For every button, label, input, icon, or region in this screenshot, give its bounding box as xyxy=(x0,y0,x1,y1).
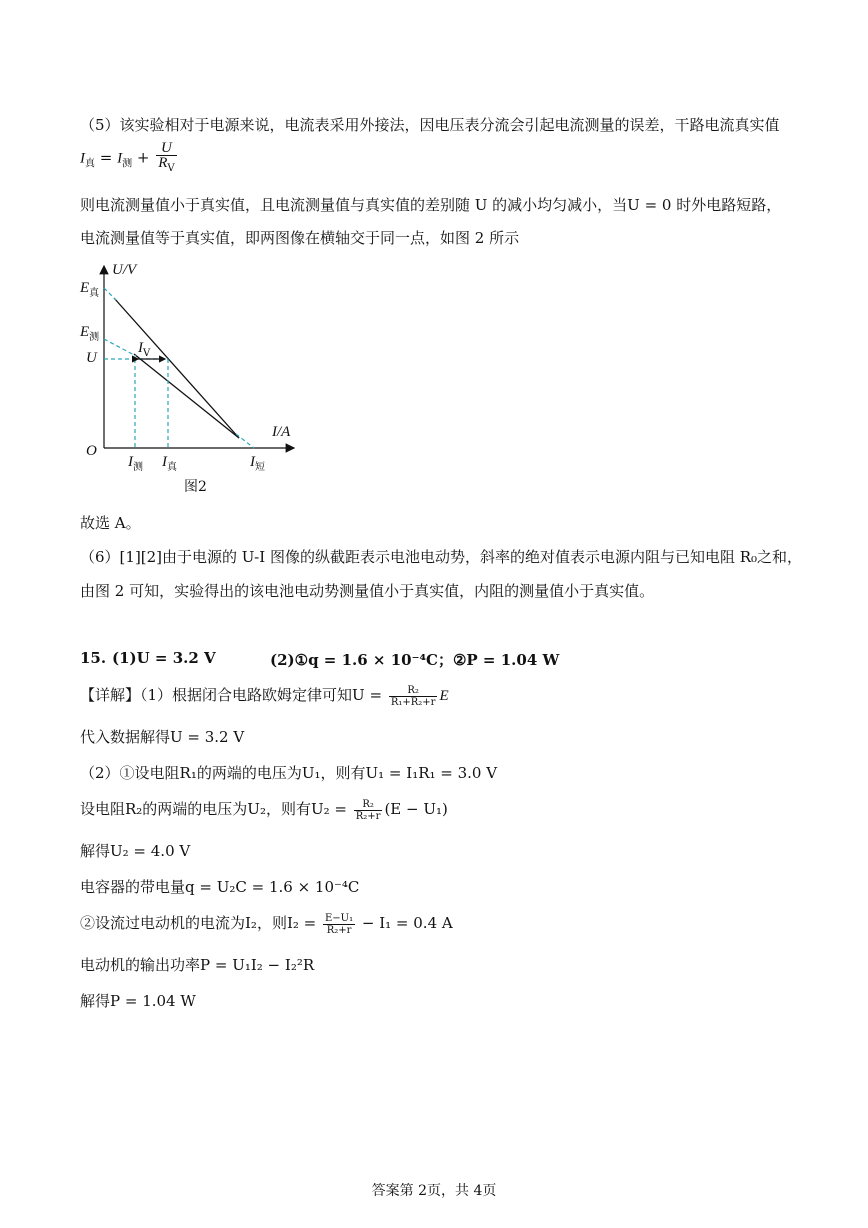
q15-step-3: （2）①设电阻R₁的两端的电压为U₁，则有U₁ = I₁R₁ = 3.0 V xyxy=(80,764,498,782)
p5-formula xyxy=(80,142,179,175)
p5-line4: 电流测量值等于真实值，即两图像在横轴交于同一点，如图 2 所示 xyxy=(80,229,520,247)
fig-y-label: U/V xyxy=(112,262,137,278)
intercept-ext xyxy=(236,434,254,448)
step7-den: R₂+r xyxy=(326,924,352,936)
fig-i-meas xyxy=(128,452,143,473)
q15-answer-1: (1)U = 3.2 V xyxy=(112,649,216,667)
step4-tail: (E − U₁) xyxy=(384,800,448,818)
fig-i-short-sub: 短 xyxy=(255,462,265,473)
p5-line1: （5）该实验相对于电源来说，电流表采用外接法，因电压表分流会引起电流测量的误差，干路电流真实值 xyxy=(80,116,780,134)
step1-fraction xyxy=(389,685,438,708)
formula-i: I xyxy=(117,150,123,167)
step7-text: ②设流过电动机的电流为I₂，则I₂ = xyxy=(80,914,321,932)
q15-step-7 xyxy=(80,912,453,936)
detail-label: 【详解】 xyxy=(80,686,141,704)
fig-i-meas-letter: I xyxy=(128,454,133,470)
formula-plus: + xyxy=(132,148,155,167)
step7-tail: − I₁ = 0.4 A xyxy=(357,914,453,932)
fig-iv-sub: V xyxy=(143,348,151,359)
p6-line2: 由图 2 可知，实验得出的该电池电动势测量值小于真实值，内阻的测量值小于真实值。 xyxy=(80,582,655,600)
q15-step-4 xyxy=(80,798,448,822)
step7-num: E−U₁ xyxy=(324,912,354,924)
formula-den-sub: V xyxy=(167,163,175,174)
fig-i-short xyxy=(250,452,265,473)
q15-step-8: 电动机的输出功率P = U₁I₂ − I₂²R xyxy=(80,956,315,974)
step4-text: 设电阻R₂的两端的电压为U₂，则有U₂ = xyxy=(80,800,352,818)
q15-step-1 xyxy=(80,684,449,708)
fig-iv-label xyxy=(138,338,150,359)
formula-fraction xyxy=(156,142,176,175)
step1-den: R₁+R₂+r xyxy=(390,696,436,708)
fig-i-short-letter: I xyxy=(250,454,255,470)
fig-i-meas-sub: 测 xyxy=(133,462,143,473)
figure-caption: 图2 xyxy=(184,479,207,495)
formula-eq: = xyxy=(95,148,118,167)
p5-line3: 则电流测量值小于真实值，且电流测量值与真实值的差别随 U 的减小均匀减小，当U = 0 时外电路短路， xyxy=(80,196,782,214)
q15-step-9: 解得P = 1.04 W xyxy=(80,992,196,1010)
step1-num: R₂ xyxy=(389,685,438,697)
step4-num: R₂ xyxy=(354,799,383,811)
step4-fraction xyxy=(354,799,383,822)
figure-2-graph xyxy=(76,258,306,478)
fig-e-meas xyxy=(80,322,99,343)
fig-e-true xyxy=(80,278,99,299)
formula-lhs: I xyxy=(80,150,85,167)
true-line xyxy=(114,298,239,438)
formula-lhs-sub: 真 xyxy=(85,158,95,170)
measured-line-ext xyxy=(104,339,136,356)
page-footer: 答案第 2页，共 4页 xyxy=(371,1183,497,1199)
formula-i-sub: 测 xyxy=(122,158,133,170)
fig-origin: O xyxy=(86,443,97,459)
fig-e-true-sub: 真 xyxy=(89,288,100,299)
formula-num: U xyxy=(156,142,176,156)
step7-fraction xyxy=(323,913,355,936)
fig-e-true-letter: E xyxy=(80,280,90,296)
fig-iv-letter: I xyxy=(138,340,143,356)
q15-step-2: 代入数据解得U = 3.2 V xyxy=(80,728,245,746)
formula-den: R xyxy=(158,155,168,171)
q15-number: 15. xyxy=(80,649,107,667)
q15-step-6: 电容器的带电量q = U₂C = 1.6 × 10⁻⁴C xyxy=(80,878,360,896)
fig-e-meas-sub: 测 xyxy=(89,332,100,343)
fig-i-true xyxy=(162,452,177,473)
choice-line: 故选 A。 xyxy=(80,514,141,532)
true-line-ext xyxy=(104,288,116,300)
fig-e-meas-letter: E xyxy=(80,324,90,340)
fig-u-label: U xyxy=(86,350,97,366)
fig-x-label: I/A xyxy=(272,424,291,440)
p6-line1: （6）[1][2]由于电源的 U-I 图像的纵截距表示电池电动势，斜率的绝对值表示电源内阻与已知电阻 R₀之和， xyxy=(80,548,803,566)
measured-line xyxy=(134,354,239,438)
fig-i-true-sub: 真 xyxy=(167,462,177,473)
q15-answer-2: (2)①q = 1.6 × 10⁻⁴C；②P = 1.04 W xyxy=(270,651,560,669)
q15-step-5: 解得U₂ = 4.0 V xyxy=(80,842,191,860)
step4-den: R₂+r xyxy=(355,810,381,822)
step1-text: （1）根据闭合电路欧姆定律可知U = xyxy=(140,686,387,704)
fig-i-true-letter: I xyxy=(162,454,167,470)
step1-tail: E xyxy=(439,688,449,704)
